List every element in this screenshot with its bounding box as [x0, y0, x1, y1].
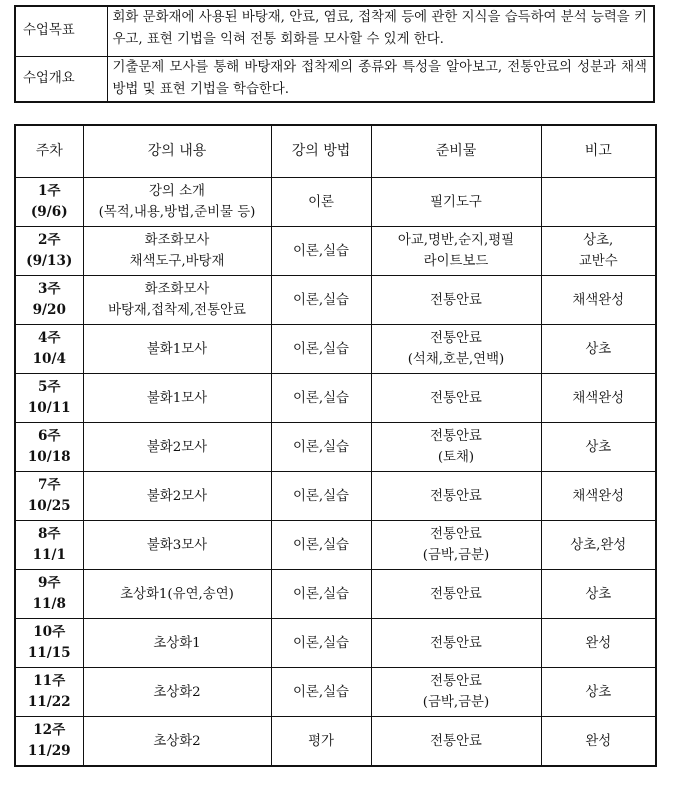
note-cell	[541, 570, 656, 619]
week-number: 1주	[37, 183, 61, 199]
week-date: (9/13)	[26, 253, 73, 269]
week-number: 9주	[37, 575, 61, 591]
week-date: 11/8	[32, 596, 66, 612]
schedule-row	[15, 227, 656, 276]
materials-line: 전통안료	[430, 586, 482, 602]
content-line: 불화1모사	[146, 341, 208, 357]
note-cell	[541, 325, 656, 374]
note-line: 완성	[585, 635, 612, 651]
content-line: 초상화1	[153, 635, 201, 651]
method-cell	[271, 668, 371, 717]
method-text: 이론,실습	[293, 586, 349, 602]
method-cell	[271, 276, 371, 325]
content-line: 초상화1(유연,송연)	[120, 586, 234, 602]
note-line: 상초,	[583, 233, 614, 248]
note-cell	[541, 521, 656, 570]
week-cell	[15, 178, 83, 227]
week-number: 2주	[37, 232, 61, 248]
materials-line: 전통안료	[430, 635, 482, 651]
week-cell	[15, 668, 83, 717]
week-date: 10/25	[27, 498, 71, 514]
overview-row	[15, 56, 654, 102]
materials-cell	[371, 325, 541, 374]
schedule-row	[15, 668, 656, 717]
note-cell	[541, 423, 656, 472]
method-cell	[271, 521, 371, 570]
note-cell	[541, 374, 656, 423]
method-text: 이론,실습	[293, 684, 349, 700]
method-text: 이론	[308, 194, 334, 210]
content-cell	[83, 423, 271, 472]
week-cell	[15, 374, 83, 423]
content-line: 불화2모사	[146, 488, 208, 504]
header-note: 비고	[541, 125, 656, 178]
note-cell	[541, 717, 656, 767]
content-line: 초상화2	[153, 733, 201, 749]
note-cell	[541, 619, 656, 668]
note-line: 채색완성	[572, 292, 625, 308]
content-cell	[83, 374, 271, 423]
week-date: 10/11	[27, 400, 71, 416]
week-number: 3주	[37, 281, 61, 297]
week-number: 8주	[37, 526, 61, 542]
materials-cell	[371, 423, 541, 472]
content-cell	[83, 472, 271, 521]
method-cell	[271, 717, 371, 767]
materials-line: 전통안료	[430, 390, 482, 406]
week-number: 7주	[37, 477, 61, 493]
schedule-row	[15, 374, 656, 423]
week-date: 10/4	[32, 351, 66, 367]
week-date: 10/18	[27, 449, 71, 465]
overview-label: 수업개요	[15, 56, 107, 102]
week-number: 10주	[33, 624, 66, 640]
overview-text: 기출문제 모사를 통해 바탕재와 접착제의 종류와 특성을 알아보고, 전통안료의 성분과 채색 방법 및 표현 기법을 학습한다.	[107, 56, 654, 102]
content-cell	[83, 227, 271, 276]
week-date: 11/1	[32, 547, 66, 563]
method-cell	[271, 570, 371, 619]
method-cell	[271, 178, 371, 227]
method-text: 이론,실습	[293, 488, 349, 504]
content-cell	[83, 717, 271, 767]
schedule-row	[15, 521, 656, 570]
materials-cell	[371, 717, 541, 767]
materials-line: (금박,금분)	[422, 695, 490, 710]
schedule-row	[15, 570, 656, 619]
schedule-row	[15, 178, 656, 227]
method-text: 이론,실습	[293, 439, 349, 455]
content-cell	[83, 178, 271, 227]
note-cell	[541, 227, 656, 276]
schedule-row	[15, 717, 656, 767]
header-materials: 준비물	[371, 125, 541, 178]
content-cell	[83, 276, 271, 325]
week-number: 11주	[33, 673, 66, 689]
materials-cell	[371, 619, 541, 668]
content-line: 불화2모사	[146, 439, 208, 455]
note-line: 상초	[585, 439, 612, 455]
week-cell	[15, 472, 83, 521]
materials-line: 전통안료	[430, 527, 482, 542]
content-line: 강의 소개	[149, 184, 205, 199]
materials-cell	[371, 227, 541, 276]
note-line: 채색완성	[572, 390, 625, 406]
materials-line: (석채,호분,연백)	[407, 352, 505, 367]
materials-cell	[371, 472, 541, 521]
week-date: (9/6)	[30, 204, 68, 220]
materials-line: 전통안료	[430, 488, 482, 504]
week-cell	[15, 717, 83, 767]
method-cell	[271, 423, 371, 472]
note-line: 상초	[585, 341, 612, 357]
method-text: 이론,실습	[293, 341, 349, 357]
week-date: 11/15	[27, 645, 71, 661]
materials-cell	[371, 178, 541, 227]
week-number: 6주	[37, 428, 61, 444]
note-line: 채색완성	[572, 488, 625, 504]
materials-line: 전통안료	[430, 674, 482, 689]
note-line: 교반수	[578, 254, 618, 269]
header-method: 강의 방법	[271, 125, 371, 178]
schedule-row	[15, 325, 656, 374]
content-cell	[83, 619, 271, 668]
schedule-row	[15, 472, 656, 521]
materials-line: 전통안료	[430, 429, 482, 444]
schedule-header-row	[15, 125, 656, 178]
materials-line: 라이트보드	[423, 254, 489, 269]
materials-cell	[371, 521, 541, 570]
note-line: 상초,완성	[570, 537, 627, 553]
note-line: 상초	[585, 684, 612, 700]
method-text: 이론,실습	[293, 537, 349, 553]
note-line: 상초	[585, 586, 612, 602]
materials-line: 전통안료	[430, 292, 482, 308]
method-text: 이론,실습	[293, 390, 349, 406]
content-cell	[83, 570, 271, 619]
week-cell	[15, 325, 83, 374]
schedule-body	[15, 178, 656, 767]
method-text: 평가	[308, 733, 334, 749]
content-cell	[83, 521, 271, 570]
materials-cell	[371, 668, 541, 717]
goal-text: 회화 문화재에 사용된 바탕재, 안료, 염료, 접착제 등에 관한 지식을 습득하여 분석 능력을 키우고, 표현 기법을 익혀 전통 회화를 모사할 수 있게 한다.	[107, 6, 654, 56]
week-number: 4주	[37, 330, 61, 346]
week-number: 12주	[33, 722, 66, 738]
week-cell	[15, 423, 83, 472]
content-line: 초상화2	[153, 684, 201, 700]
content-cell	[83, 325, 271, 374]
method-cell	[271, 374, 371, 423]
schedule-row	[15, 619, 656, 668]
method-cell	[271, 472, 371, 521]
week-date: 11/29	[27, 743, 71, 759]
header-content: 강의 내용	[83, 125, 271, 178]
goal-label: 수업목표	[15, 6, 107, 56]
materials-line: 전통안료	[430, 733, 482, 749]
note-cell	[541, 276, 656, 325]
content-line: 화조화모사	[144, 233, 210, 248]
note-cell	[541, 668, 656, 717]
method-text: 이론,실습	[293, 243, 349, 259]
goal-row	[15, 6, 654, 56]
method-cell	[271, 227, 371, 276]
schedule-table	[14, 124, 657, 767]
week-cell	[15, 570, 83, 619]
schedule-row	[15, 276, 656, 325]
content-cell	[83, 668, 271, 717]
content-line: 화조화모사	[144, 282, 210, 297]
note-cell	[541, 178, 656, 227]
week-date: 9/20	[32, 302, 66, 318]
materials-line: 필기도구	[430, 194, 482, 210]
method-cell	[271, 619, 371, 668]
schedule-row	[15, 423, 656, 472]
header-week: 주차	[15, 125, 83, 178]
content-line: 바탕재,접착제,전통안료	[108, 303, 246, 318]
week-cell	[15, 276, 83, 325]
content-line: (목적,내용,방법,준비물 등)	[98, 205, 256, 220]
note-cell	[541, 472, 656, 521]
method-text: 이론,실습	[293, 292, 349, 308]
content-line: 불화3모사	[146, 537, 208, 553]
materials-line: (토채)	[437, 450, 475, 465]
week-cell	[15, 227, 83, 276]
materials-line: (금박,금분)	[422, 548, 490, 563]
content-line: 불화1모사	[146, 390, 208, 406]
week-cell	[15, 619, 83, 668]
method-cell	[271, 325, 371, 374]
week-date: 11/22	[27, 694, 71, 710]
course-info-table	[14, 5, 655, 103]
week-number: 5주	[37, 379, 61, 395]
materials-line: 아교,명반,순지,평필	[397, 233, 515, 248]
materials-cell	[371, 570, 541, 619]
materials-cell	[371, 374, 541, 423]
week-cell	[15, 521, 83, 570]
materials-line: 전통안료	[430, 331, 482, 346]
note-line: 완성	[585, 733, 612, 749]
materials-cell	[371, 276, 541, 325]
method-text: 이론,실습	[293, 635, 349, 651]
content-line: 채색도구,바탕재	[129, 254, 225, 269]
